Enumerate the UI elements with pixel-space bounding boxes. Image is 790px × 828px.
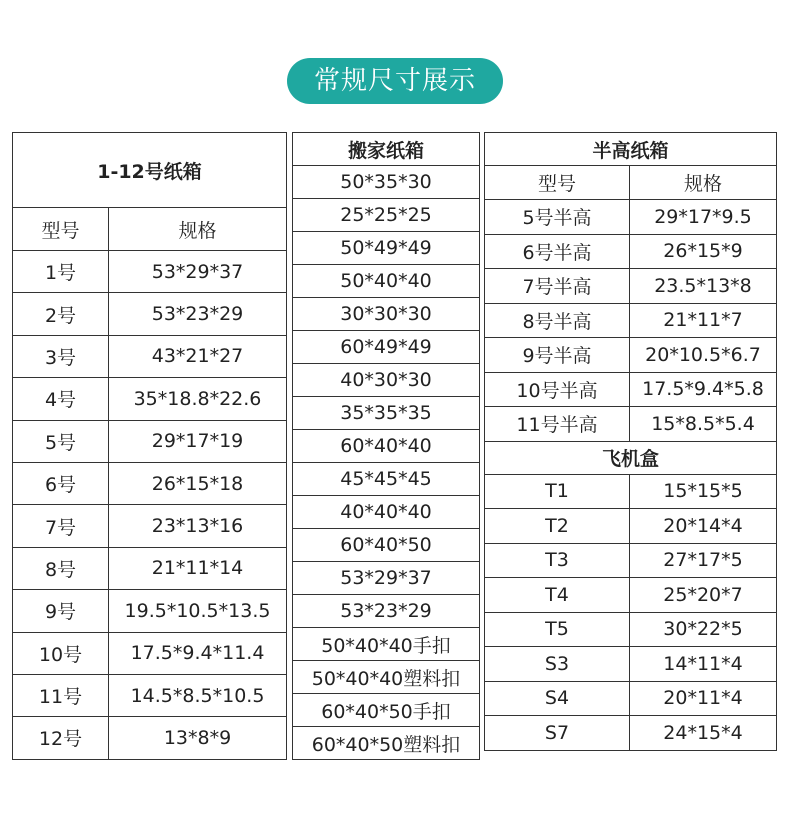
table-header-row	[13, 208, 287, 251]
model-cell: T3	[485, 543, 630, 578]
table-title-row	[293, 133, 480, 166]
table-row	[485, 647, 777, 682]
column-header-model: 型号	[485, 166, 630, 200]
spec-cell: 30*22*5	[630, 612, 777, 647]
spec-cell: 25*25*25	[293, 199, 480, 232]
spec-cell: 50*35*30	[293, 166, 480, 199]
spec-cell: 53*29*37	[109, 251, 287, 293]
table-row	[13, 420, 287, 462]
table-row	[293, 727, 480, 760]
spec-cell: 50*40*40塑料扣	[293, 661, 480, 694]
spec-cell: 27*17*5	[630, 543, 777, 578]
spec-cell: 13*8*9	[109, 717, 287, 759]
model-cell: 10号	[13, 632, 109, 674]
spec-cell: 29*17*9.5	[630, 200, 777, 235]
model-cell: 9号半高	[485, 338, 630, 373]
section-title: 飞机盒	[485, 441, 777, 474]
spec-cell: 40*40*40	[293, 496, 480, 529]
model-cell: T5	[485, 612, 630, 647]
model-cell: 11号半高	[485, 407, 630, 442]
spec-cell: 26*15*9	[630, 234, 777, 269]
section-title-row	[485, 441, 777, 474]
spec-cell: 60*40*50	[293, 529, 480, 562]
spec-cell: 43*21*27	[109, 335, 287, 377]
model-cell: T4	[485, 578, 630, 613]
spec-cell: 15*15*5	[630, 474, 777, 509]
spec-cell: 21*11*14	[109, 547, 287, 589]
table-title-row	[485, 133, 777, 166]
spec-cell: 14.5*8.5*10.5	[109, 674, 287, 716]
model-cell: 11号	[13, 674, 109, 716]
table-row	[485, 681, 777, 716]
model-cell: 7号半高	[485, 269, 630, 304]
spec-cell: 53*23*29	[109, 293, 287, 335]
model-cell: 12号	[13, 717, 109, 759]
table-moving-boxes	[292, 132, 480, 760]
spec-cell: 50*40*40手扣	[293, 628, 480, 661]
model-cell: 2号	[13, 293, 109, 335]
spec-cell: 29*17*19	[109, 420, 287, 462]
spec-cell: 60*40*50塑料扣	[293, 727, 480, 760]
model-cell: S4	[485, 681, 630, 716]
table-row	[293, 463, 480, 496]
spec-cell: 17.5*9.4*11.4	[109, 632, 287, 674]
table-row	[293, 232, 480, 265]
column-header-model: 型号	[13, 208, 109, 251]
table-half-height-boxes	[484, 132, 777, 751]
table-row	[13, 590, 287, 632]
table-row	[13, 378, 287, 420]
table-row	[293, 298, 480, 331]
table-row	[485, 407, 777, 442]
spec-cell: 60*49*49	[293, 331, 480, 364]
table-header-row	[485, 166, 777, 200]
table-row	[293, 496, 480, 529]
spec-cell: 24*15*4	[630, 716, 777, 751]
table-title: 1-12号纸箱	[13, 133, 287, 208]
model-cell: T1	[485, 474, 630, 509]
table-row	[13, 632, 287, 674]
table-row	[293, 529, 480, 562]
model-cell: 4号	[13, 378, 109, 420]
model-cell: 5号	[13, 420, 109, 462]
table-title: 搬家纸箱	[293, 133, 480, 166]
spec-cell: 35*18.8*22.6	[109, 378, 287, 420]
spec-cell: 20*14*4	[630, 509, 777, 544]
model-cell: 7号	[13, 505, 109, 547]
table-row	[293, 265, 480, 298]
table-row	[13, 335, 287, 377]
spec-cell: 15*8.5*5.4	[630, 407, 777, 442]
table-row	[485, 200, 777, 235]
model-cell: 8号半高	[485, 303, 630, 338]
model-cell: 9号	[13, 590, 109, 632]
table-row	[293, 628, 480, 661]
spec-cell: 60*40*40	[293, 430, 480, 463]
spec-cell: 26*15*18	[109, 462, 287, 504]
table-standard-boxes	[12, 132, 287, 760]
spec-cell: 17.5*9.4*5.8	[630, 372, 777, 407]
table-title-row	[13, 133, 287, 208]
spec-cell: 50*40*40	[293, 265, 480, 298]
table-row	[485, 578, 777, 613]
table-row	[485, 303, 777, 338]
table-row	[293, 562, 480, 595]
column-header-spec: 规格	[630, 166, 777, 200]
table-row	[293, 166, 480, 199]
table-row	[485, 474, 777, 509]
spec-cell: 50*49*49	[293, 232, 480, 265]
model-cell: 3号	[13, 335, 109, 377]
spec-cell: 60*40*50手扣	[293, 694, 480, 727]
spec-cell: 14*11*4	[630, 647, 777, 682]
table-row	[485, 612, 777, 647]
spec-cell: 20*10.5*6.7	[630, 338, 777, 373]
table-row	[293, 661, 480, 694]
spec-cell: 45*45*45	[293, 463, 480, 496]
table-row	[485, 509, 777, 544]
spec-cell: 35*35*35	[293, 397, 480, 430]
model-cell: S7	[485, 716, 630, 751]
model-cell: T2	[485, 509, 630, 544]
page-title: 常规尺寸展示	[287, 58, 503, 104]
spec-cell: 40*30*30	[293, 364, 480, 397]
table-row	[13, 674, 287, 716]
model-cell: 5号半高	[485, 200, 630, 235]
spec-cell: 25*20*7	[630, 578, 777, 613]
spec-cell: 23*13*16	[109, 505, 287, 547]
table-row	[485, 543, 777, 578]
spec-cell: 19.5*10.5*13.5	[109, 590, 287, 632]
table-row	[13, 462, 287, 504]
table-row	[13, 547, 287, 589]
table-row	[13, 505, 287, 547]
table-row	[293, 199, 480, 232]
model-cell: 6号	[13, 462, 109, 504]
table-row	[293, 430, 480, 463]
table-row	[13, 251, 287, 293]
spec-cell: 20*11*4	[630, 681, 777, 716]
spec-cell: 30*30*30	[293, 298, 480, 331]
table-row	[293, 595, 480, 628]
table-row	[485, 372, 777, 407]
table-row	[485, 234, 777, 269]
spec-cell: 21*11*7	[630, 303, 777, 338]
model-cell: S3	[485, 647, 630, 682]
table-row	[485, 716, 777, 751]
model-cell: 1号	[13, 251, 109, 293]
table-row	[485, 338, 777, 373]
column-header-spec: 规格	[109, 208, 287, 251]
table-row	[293, 694, 480, 727]
spec-cell: 53*29*37	[293, 562, 480, 595]
table-row	[293, 364, 480, 397]
spec-cell: 23.5*13*8	[630, 269, 777, 304]
model-cell: 8号	[13, 547, 109, 589]
table-row	[13, 717, 287, 759]
table-title: 半高纸箱	[485, 133, 777, 166]
spec-cell: 53*23*29	[293, 595, 480, 628]
table-row	[293, 331, 480, 364]
table-row	[485, 269, 777, 304]
model-cell: 6号半高	[485, 234, 630, 269]
table-row	[293, 397, 480, 430]
model-cell: 10号半高	[485, 372, 630, 407]
table-row	[13, 293, 287, 335]
